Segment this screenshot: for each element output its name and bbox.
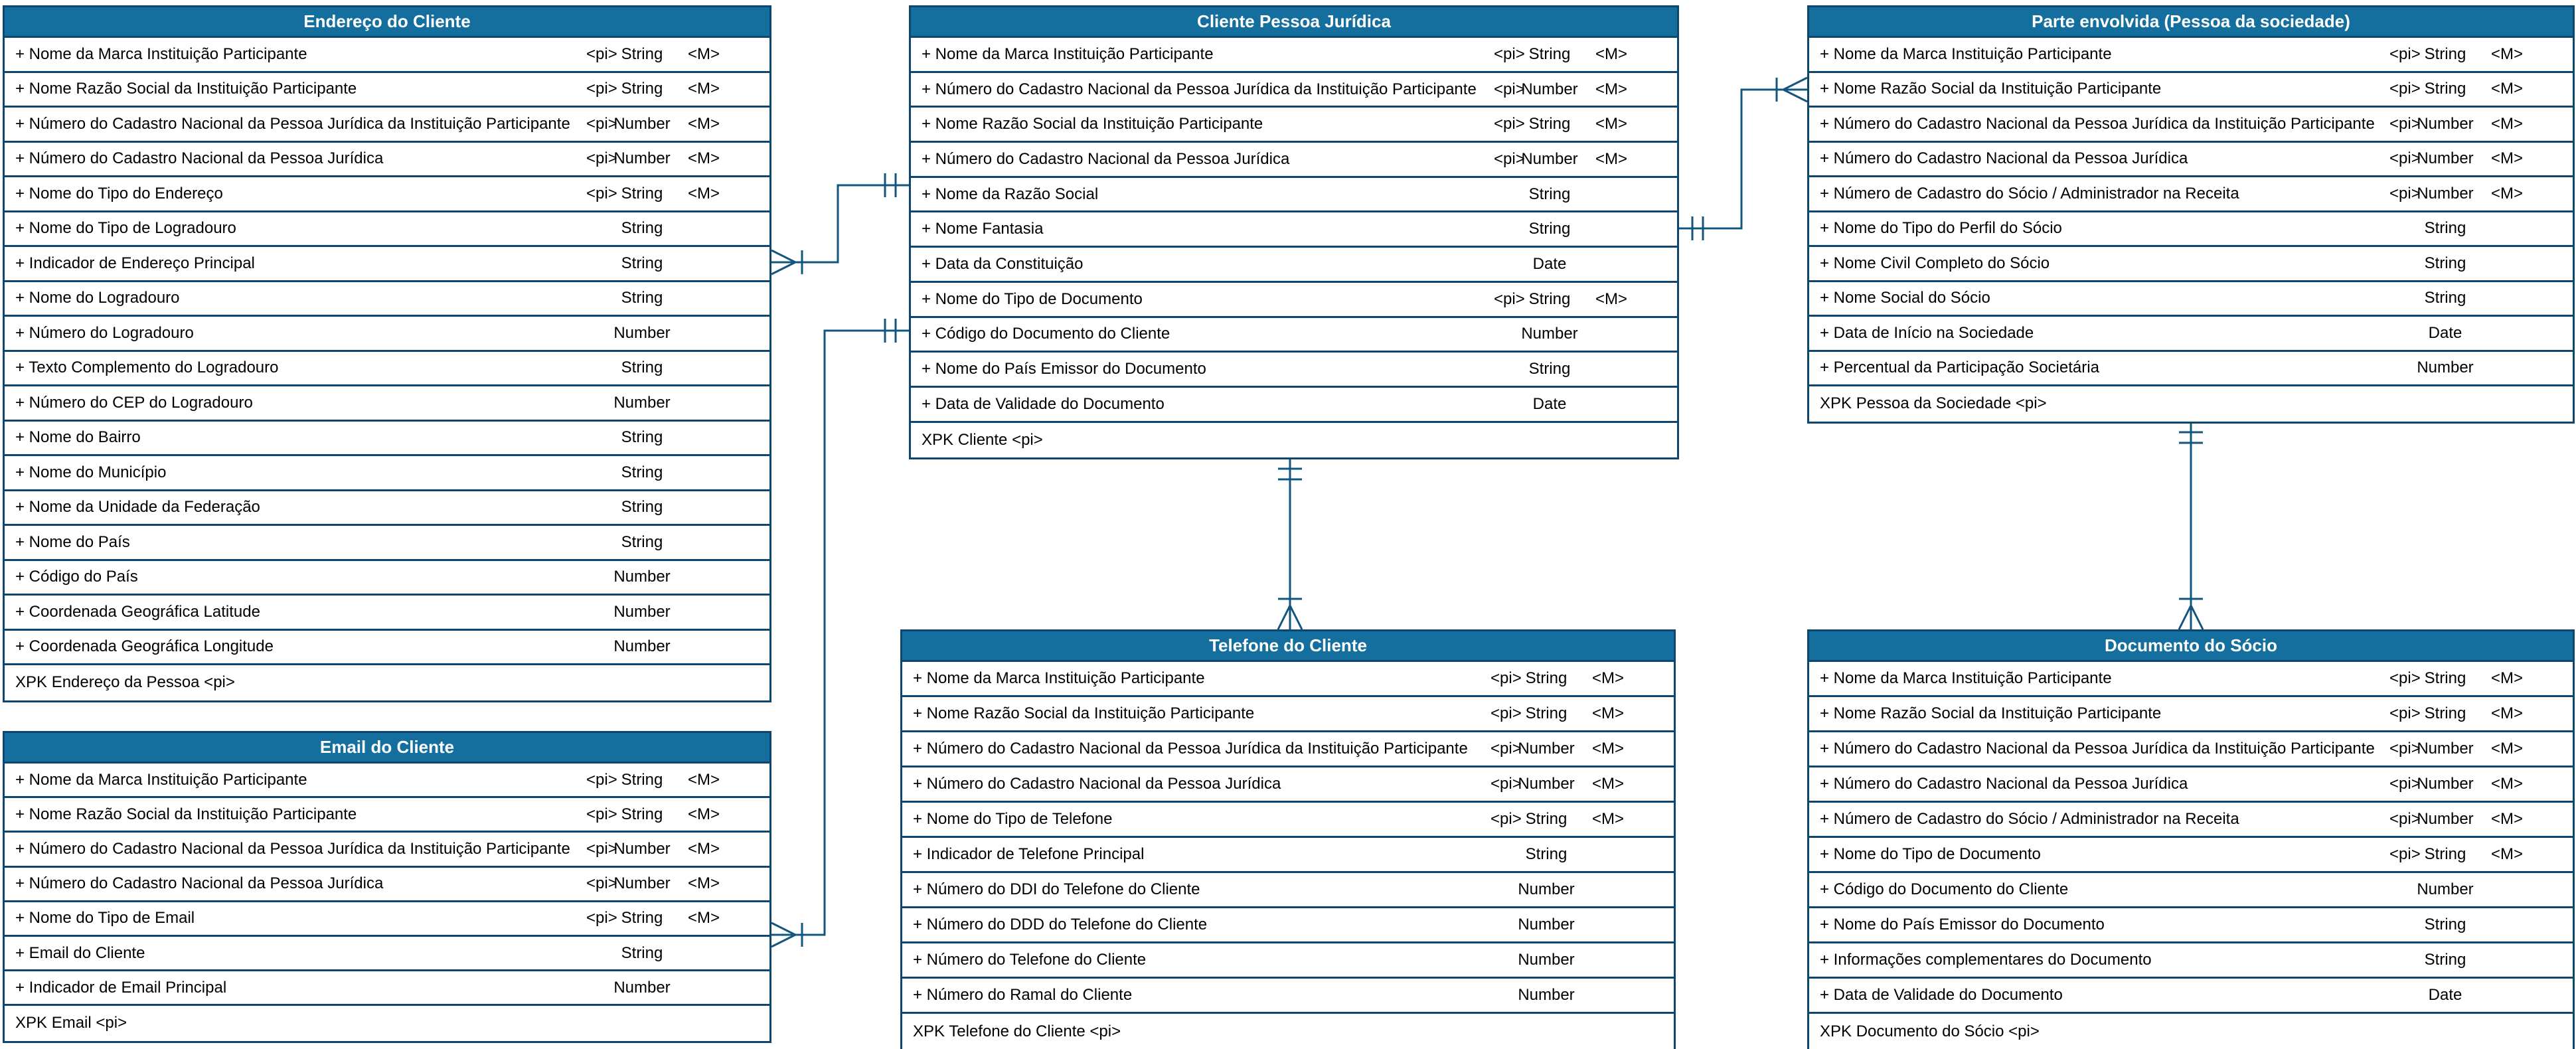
attribute-row — [5, 282, 769, 317]
attribute-name: + Nome do Município — [15, 463, 167, 481]
entity-documento-do-socio[interactable] — [1807, 629, 2575, 1049]
primary-key-row — [1809, 1014, 2573, 1049]
attribute-type: String — [621, 184, 663, 202]
attribute-type: Number — [1518, 880, 1575, 898]
attribute-row — [911, 318, 1677, 353]
attribute-name: + Número de Cadastro do Sócio / Administrador na Receita — [1820, 810, 2239, 828]
attribute-name: + Número do DDI do Telefone do Cliente — [913, 880, 1200, 898]
pi-tag: <pi> — [1494, 44, 1525, 63]
attribute-row — [5, 902, 769, 937]
attribute-name: + Data de Validade do Documento — [922, 394, 1165, 413]
attribute-name: + Coordenada Geográfica Longitude — [15, 637, 274, 656]
attribute-row — [1809, 73, 2573, 108]
mandatory-tag: <M> — [1595, 289, 1628, 308]
attribute-row — [902, 767, 1674, 803]
mandatory-tag: <M> — [1595, 80, 1628, 98]
mandatory-tag: <M> — [2490, 114, 2524, 133]
attribute-name: + Nome do Tipo de Documento — [922, 289, 1143, 308]
mandatory-tag: <M> — [687, 114, 720, 133]
entity-cliente-pessoa-juridica[interactable] — [909, 5, 1679, 459]
pi-tag: <pi> — [2389, 149, 2421, 168]
attribute-row — [1809, 697, 2573, 732]
attribute-type: String — [621, 532, 663, 551]
pi-tag: <pi> — [2389, 80, 2421, 98]
pi-tag: <pi> — [586, 770, 617, 789]
attribute-name: + Nome da Marca Instituição Participante — [1820, 669, 2112, 687]
mandatory-tag: <M> — [1595, 115, 1628, 133]
attribute-type: String — [1525, 669, 1568, 687]
attribute-name: + Nome do País Emissor do Documento — [1820, 916, 2105, 933]
attribute-name: + Nome Razão Social da Instituição Participante — [15, 805, 357, 823]
attribute-row — [902, 908, 1674, 943]
attribute-row — [902, 943, 1674, 979]
entity-email-do-cliente[interactable] — [3, 731, 771, 1043]
attribute-name: + Número do Cadastro Nacional da Pessoa Jurídica — [913, 775, 1281, 793]
pi-tag: <pi> — [586, 80, 617, 98]
pi-tag: <pi> — [586, 44, 617, 63]
connector-parte-documento[interactable] — [2179, 419, 2203, 629]
attribute-type: String — [621, 463, 663, 481]
attribute-row — [5, 38, 769, 73]
attribute-type: Number — [1518, 775, 1575, 793]
attribute-type: Number — [613, 323, 671, 342]
attribute-row — [1809, 282, 2573, 317]
entity-title: Telefone do Cliente — [902, 631, 1674, 662]
attribute-name: + Número do Cadastro Nacional da Pessoa Jurídica — [15, 149, 384, 168]
attribute-type: Number — [1518, 916, 1575, 933]
mandatory-tag: <M> — [2490, 149, 2524, 168]
mandatory-tag: <M> — [1595, 44, 1628, 63]
attribute-row — [1809, 979, 2573, 1014]
attribute-row — [5, 971, 769, 1006]
attribute-row — [1809, 943, 2573, 979]
attribute-type: String — [2424, 845, 2466, 863]
attribute-name: + Nome Razão Social da Instituição Participante — [1820, 80, 2162, 98]
attribute-name: + Número do Cadastro Nacional da Pessoa Jurídica — [15, 874, 384, 893]
attribute-type: String — [2424, 219, 2466, 238]
attribute-row — [911, 212, 1677, 248]
attribute-type: Number — [1521, 149, 1578, 168]
attribute-name: + Número do Telefone do Cliente — [913, 951, 1147, 969]
attribute-row — [5, 868, 769, 902]
mandatory-tag: <M> — [2490, 184, 2524, 202]
attribute-name: + Nome do Bairro — [15, 428, 141, 447]
pi-tag: <pi> — [1494, 149, 1525, 168]
attribute-type: String — [621, 254, 663, 272]
attribute-name: + Nome do Tipo de Logradouro — [15, 219, 236, 238]
attribute-name: + Número do Cadastro Nacional da Pessoa Jurídica da Instituição Participante — [1820, 740, 2375, 758]
primary-key-label: XPK Pessoa da Sociedade <pi> — [1820, 394, 2047, 413]
attribute-row — [5, 596, 769, 631]
attribute-type: String — [621, 80, 663, 98]
attribute-type: String — [2424, 44, 2466, 63]
mandatory-tag: <M> — [687, 839, 720, 858]
pi-tag: <pi> — [2389, 184, 2421, 202]
attribute-type: String — [621, 498, 663, 517]
attribute-type: Number — [613, 978, 671, 997]
attribute-type: Number — [613, 568, 671, 586]
attribute-name: + Número do Cadastro Nacional da Pessoa Jurídica da Instituição Participante — [1820, 114, 2375, 133]
mandatory-tag: <M> — [2490, 845, 2524, 863]
attribute-type: Date — [2428, 986, 2462, 1004]
attribute-type: Date — [1532, 394, 1567, 413]
pi-tag: <pi> — [586, 114, 617, 133]
entity-title: Endereço do Cliente — [5, 7, 769, 38]
attribute-type: String — [1528, 220, 1571, 238]
pi-tag: <pi> — [1490, 775, 1522, 793]
attribute-type: Number — [613, 149, 671, 168]
attribute-row — [1809, 317, 2573, 352]
attribute-type: String — [2424, 80, 2466, 98]
attribute-row — [5, 317, 769, 352]
pi-tag: <pi> — [2389, 740, 2421, 758]
attribute-name: + Nome do Tipo de Documento — [1820, 845, 2041, 863]
attribute-row — [902, 838, 1674, 873]
attribute-row — [911, 73, 1677, 108]
pi-tag: <pi> — [2389, 669, 2421, 687]
attribute-row — [1809, 873, 2573, 908]
attribute-type: Number — [613, 602, 671, 621]
attribute-name: + Informações complementares do Documento — [1820, 951, 2152, 969]
attribute-row — [5, 526, 769, 561]
primary-key-label: XPK Documento do Sócio <pi> — [1820, 1022, 2040, 1040]
attribute-type: String — [1525, 845, 1568, 863]
pi-tag: <pi> — [2389, 845, 2421, 863]
attribute-type: String — [1528, 44, 1571, 63]
entity-title: Email do Cliente — [5, 733, 769, 764]
attribute-row — [5, 247, 769, 282]
attribute-name: + Nome do Tipo do Perfil do Sócio — [1820, 219, 2062, 238]
attribute-type: String — [2424, 669, 2466, 687]
attribute-type: String — [1528, 289, 1571, 308]
attribute-name: + Número do Cadastro Nacional da Pessoa Jurídica — [1820, 775, 2188, 793]
attribute-row — [911, 38, 1677, 73]
attribute-type: String — [1525, 810, 1568, 828]
mandatory-tag: <M> — [2490, 669, 2524, 687]
attribute-name: + Data de Validade do Documento — [1820, 986, 2063, 1004]
mandatory-tag: <M> — [687, 44, 720, 63]
pi-tag: <pi> — [1494, 289, 1525, 308]
mandatory-tag: <M> — [687, 149, 720, 168]
attribute-row — [5, 386, 769, 422]
attribute-type: String — [1528, 185, 1571, 203]
attribute-type: Number — [2417, 810, 2474, 828]
attribute-type: Number — [613, 874, 671, 893]
attribute-type: Date — [1532, 254, 1567, 273]
mandatory-tag: <M> — [1591, 740, 1625, 758]
attribute-type: String — [2424, 289, 2466, 307]
attribute-type: Number — [1518, 740, 1575, 758]
attribute-type: Number — [2417, 775, 2474, 793]
attribute-type: String — [621, 428, 663, 447]
attribute-type: String — [621, 805, 663, 823]
attribute-row — [911, 178, 1677, 213]
attribute-row — [1809, 908, 2573, 943]
attribute-row — [911, 353, 1677, 388]
entity-title: Parte envolvida (Pessoa da sociedade) — [1809, 7, 2573, 38]
attribute-name: + Código do Documento do Cliente — [922, 325, 1170, 343]
attribute-row — [902, 873, 1674, 908]
attribute-type: String — [621, 770, 663, 789]
mandatory-tag: <M> — [1591, 775, 1625, 793]
attribute-type: Number — [1518, 986, 1575, 1004]
attribute-name: + Número do Logradouro — [15, 323, 194, 342]
entity-telefone-do-cliente[interactable] — [900, 629, 1676, 1049]
attribute-name: + Nome Razão Social da Instituição Participante — [913, 704, 1255, 722]
attribute-row — [1809, 803, 2573, 838]
attribute-type: Number — [1521, 325, 1578, 343]
pi-tag: <pi> — [2389, 44, 2421, 63]
attribute-name: + Número do Cadastro Nacional da Pessoa Jurídica — [922, 149, 1290, 168]
attribute-name: + Nome da Marca Instituição Participante — [15, 44, 307, 63]
pi-tag: <pi> — [2389, 775, 2421, 793]
attribute-name: + Nome Razão Social da Instituição Participante — [1820, 704, 2162, 722]
attribute-row — [5, 422, 769, 457]
attribute-row — [1809, 767, 2573, 803]
attribute-row — [5, 937, 769, 971]
entity-title: Cliente Pessoa Jurídica — [911, 7, 1677, 38]
primary-key-label: XPK Email <pi> — [15, 1014, 127, 1032]
attribute-type: String — [2424, 951, 2466, 969]
attribute-type: Number — [2417, 359, 2474, 377]
pi-tag: <pi> — [586, 874, 617, 893]
attribute-name: + Nome do Tipo do Endereço — [15, 184, 223, 202]
attribute-type: Number — [2417, 184, 2474, 202]
mandatory-tag: <M> — [1591, 810, 1625, 828]
attribute-row — [911, 108, 1677, 143]
pi-tag: <pi> — [1490, 704, 1522, 722]
pi-tag: <pi> — [1494, 80, 1525, 98]
entity-endereco-do-cliente[interactable] — [3, 5, 771, 702]
mandatory-tag: <M> — [687, 184, 720, 202]
pi-tag: <pi> — [1490, 740, 1522, 758]
attribute-row — [5, 456, 769, 491]
attribute-row — [5, 491, 769, 526]
mandatory-tag: <M> — [2490, 80, 2524, 98]
attribute-type: Number — [613, 839, 671, 858]
pi-tag: <pi> — [2389, 810, 2421, 828]
attribute-row — [911, 143, 1677, 178]
attribute-row — [5, 561, 769, 596]
attribute-name: + Número do Ramal do Cliente — [913, 986, 1133, 1004]
mandatory-tag: <M> — [687, 80, 720, 98]
primary-key-row — [5, 1006, 769, 1040]
mandatory-tag: <M> — [687, 909, 720, 928]
attribute-row — [5, 352, 769, 387]
attribute-name: + Nome da Unidade da Federação — [15, 498, 260, 517]
primary-key-row — [911, 423, 1677, 458]
attribute-type: String — [621, 219, 663, 238]
attribute-row — [5, 764, 769, 798]
attribute-name: + Número do Cadastro Nacional da Pessoa Jurídica da Instituição Participante — [913, 740, 1468, 758]
mandatory-tag: <M> — [1591, 704, 1625, 722]
attribute-name: + Número do CEP do Logradouro — [15, 393, 253, 412]
attribute-name: + Nome Razão Social da Instituição Participante — [15, 80, 357, 98]
attribute-name: + Número do Cadastro Nacional da Pessoa Jurídica — [1820, 149, 2188, 168]
primary-key-label: XPK Cliente <pi> — [922, 430, 1043, 449]
attribute-name: + Texto Complemento do Logradouro — [15, 359, 279, 377]
attribute-type: String — [1525, 704, 1568, 722]
attribute-name: + Indicador de Email Principal — [15, 978, 227, 997]
attribute-row — [902, 732, 1674, 767]
attribute-name: + Nome da Marca Instituição Participante — [1820, 44, 2112, 63]
attribute-row — [911, 248, 1677, 283]
pi-tag: <pi> — [2389, 704, 2421, 722]
attribute-type: Number — [1521, 80, 1578, 98]
attribute-name: + Email do Cliente — [15, 943, 145, 962]
connector-cliente-telefone[interactable] — [1278, 455, 1302, 629]
attribute-name: + Data de Início na Sociedade — [1820, 323, 2034, 342]
mandatory-tag: <M> — [2490, 44, 2524, 63]
attribute-name: + Nome do Tipo de Telefone — [913, 810, 1113, 828]
attribute-row — [1809, 143, 2573, 178]
attribute-name: + Indicador de Telefone Principal — [913, 845, 1145, 863]
pi-tag: <pi> — [1490, 669, 1522, 687]
attribute-name: + Nome do Logradouro — [15, 289, 180, 307]
attribute-row — [902, 662, 1674, 697]
mandatory-tag: <M> — [2490, 810, 2524, 828]
attribute-row — [1809, 38, 2573, 73]
pi-tag: <pi> — [2389, 114, 2421, 133]
attribute-type: Number — [613, 114, 671, 133]
primary-key-row — [902, 1014, 1674, 1049]
attribute-row — [1809, 838, 2573, 873]
connector-endereco-cliente[interactable] — [771, 173, 909, 274]
attribute-name: + Nome Social do Sócio — [1820, 289, 1990, 307]
attribute-name: + Número do Cadastro Nacional da Pessoa Jurídica da Instituição Participante — [922, 80, 1477, 98]
primary-key-label: XPK Telefone do Cliente <pi> — [913, 1022, 1121, 1040]
attribute-name: + Número do Cadastro Nacional da Pessoa Jurídica da Instituição Participante — [15, 839, 570, 858]
attribute-type: String — [621, 909, 663, 928]
attribute-type: String — [621, 289, 663, 307]
attribute-name: + Indicador de Endereço Principal — [15, 254, 255, 272]
mandatory-tag: <M> — [2490, 775, 2524, 793]
primary-key-row — [1809, 386, 2573, 422]
mandatory-tag: <M> — [2490, 704, 2524, 722]
attribute-name: + Nome do País Emissor do Documento — [922, 360, 1206, 378]
entity-title: Documento do Sócio — [1809, 631, 2573, 662]
entity-parte-envolvida[interactable] — [1807, 5, 2575, 424]
attribute-row — [1809, 352, 2573, 387]
attribute-type: String — [621, 943, 663, 962]
attribute-type: String — [621, 44, 663, 63]
pi-tag: <pi> — [586, 184, 617, 202]
mandatory-tag: <M> — [2490, 740, 2524, 758]
attribute-row — [911, 283, 1677, 318]
mandatory-tag: <M> — [1595, 149, 1628, 168]
attribute-type: String — [1528, 360, 1571, 378]
attribute-type: String — [2424, 916, 2466, 933]
attribute-name: + Número de Cadastro do Sócio / Administrador na Receita — [1820, 184, 2239, 202]
attribute-row — [5, 631, 769, 666]
attribute-name: + Código do Documento do Cliente — [1820, 880, 2069, 898]
pi-tag: <pi> — [1490, 810, 1522, 828]
attribute-row — [902, 979, 1674, 1014]
attribute-name: + Nome da Marca Instituição Participante — [15, 770, 307, 789]
attribute-row — [5, 177, 769, 212]
pi-tag: <pi> — [586, 805, 617, 823]
attribute-type: Number — [2417, 114, 2474, 133]
attribute-name: + Número do Cadastro Nacional da Pessoa Jurídica da Instituição Participante — [15, 114, 570, 133]
attribute-row — [1809, 247, 2573, 282]
mandatory-tag: <M> — [687, 805, 720, 823]
attribute-type: Number — [613, 637, 671, 656]
attribute-type: String — [2424, 704, 2466, 722]
attribute-type: String — [1528, 115, 1571, 133]
attribute-row — [1809, 732, 2573, 767]
attribute-name: + Código do País — [15, 568, 138, 586]
pi-tag: <pi> — [586, 909, 617, 928]
attribute-row — [902, 697, 1674, 732]
mandatory-tag: <M> — [687, 770, 720, 789]
attribute-name: + Nome Civil Completo do Sócio — [1820, 254, 2050, 272]
attribute-name: + Nome Razão Social da Instituição Participante — [922, 115, 1263, 133]
attribute-name: + Nome da Marca Instituição Participante — [922, 44, 1214, 63]
attribute-type: Date — [2428, 323, 2462, 342]
attribute-row — [5, 108, 769, 143]
attribute-row — [5, 212, 769, 248]
attribute-name: + Data da Constituição — [922, 254, 1084, 273]
pi-tag: <pi> — [586, 839, 617, 858]
attribute-name: + Coordenada Geográfica Latitude — [15, 602, 260, 621]
pi-tag: <pi> — [586, 149, 617, 168]
attribute-type: Number — [1518, 951, 1575, 969]
mandatory-tag: <M> — [687, 874, 720, 893]
attribute-row — [911, 388, 1677, 423]
attribute-name: + Nome Fantasia — [922, 220, 1044, 238]
attribute-row — [5, 73, 769, 108]
attribute-type: String — [621, 359, 663, 377]
attribute-name: + Nome da Marca Instituição Participante — [913, 669, 1205, 687]
connector-cliente-parte[interactable] — [1679, 78, 1807, 240]
attribute-row — [5, 833, 769, 867]
attribute-row — [1809, 662, 2573, 697]
attribute-type: Number — [613, 393, 671, 412]
attribute-type: Number — [2417, 149, 2474, 168]
attribute-name: + Percentual da Participação Societária — [1820, 359, 2099, 377]
attribute-name: + Nome do País — [15, 532, 130, 551]
mandatory-tag: <M> — [1591, 669, 1625, 687]
attribute-row — [902, 803, 1674, 838]
attribute-row — [5, 798, 769, 833]
primary-key-label: XPK Endereço da Pessoa <pi> — [15, 673, 235, 692]
attribute-name: + Nome do Tipo de Email — [15, 909, 195, 928]
attribute-row — [1809, 212, 2573, 248]
primary-key-row — [5, 665, 769, 700]
attribute-type: String — [2424, 254, 2466, 272]
attribute-row — [5, 143, 769, 178]
attribute-type: Number — [2417, 880, 2474, 898]
attribute-row — [1809, 177, 2573, 212]
pi-tag: <pi> — [1494, 115, 1525, 133]
attribute-row — [1809, 108, 2573, 143]
attribute-name: + Número do DDD do Telefone do Cliente — [913, 916, 1208, 933]
attribute-name: + Nome da Razão Social — [922, 185, 1099, 203]
connector-email-cliente[interactable] — [771, 319, 909, 947]
attribute-type: Number — [2417, 740, 2474, 758]
